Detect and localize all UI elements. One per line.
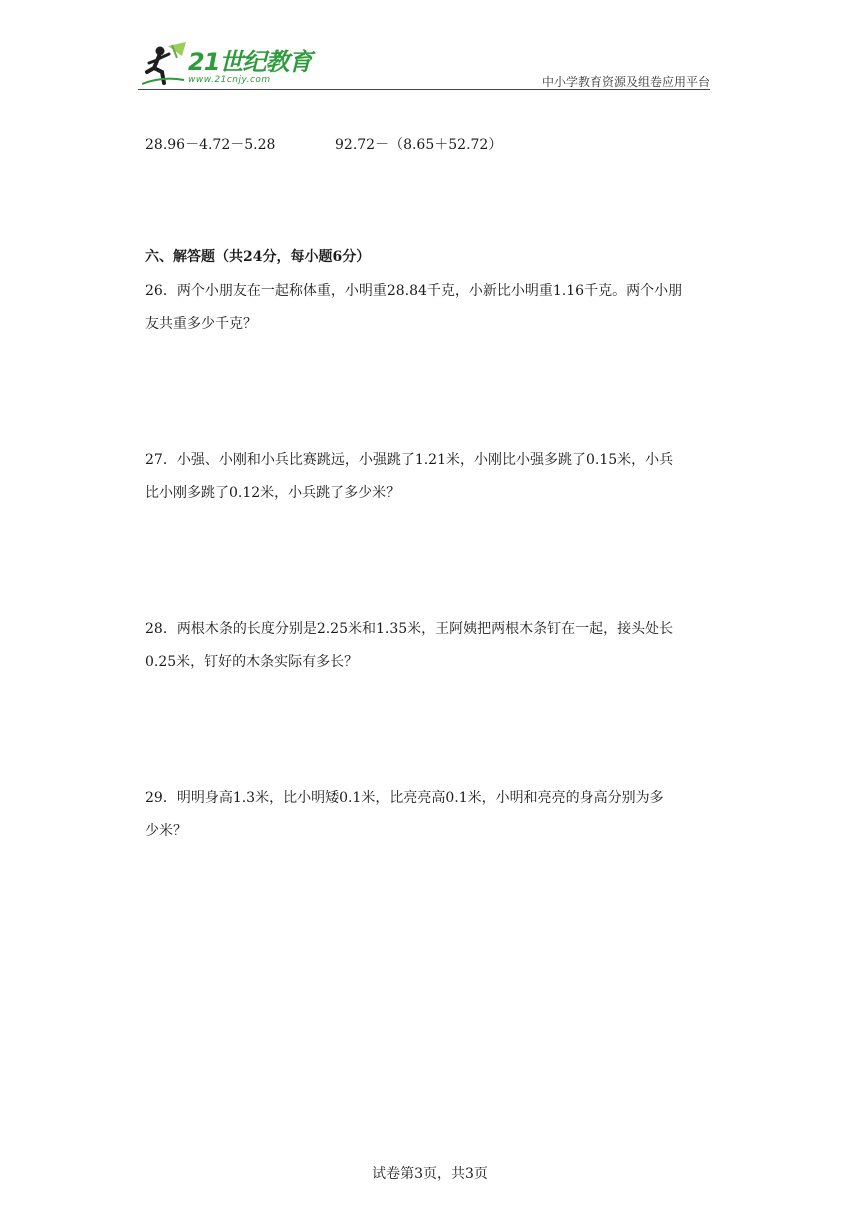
calc-expression-2: 92.72－（8.65＋52.72） [335,137,503,153]
question-29-line-2: 少米？ [145,823,187,839]
logo-text: 21世纪教育 [188,48,312,76]
question-27-line-2: 比小刚多跳了0.12米，小兵跳了多少米？ [145,485,401,501]
question-26-line-2: 友共重多少千克？ [145,316,257,332]
question-29-line-1: 29．明明身高1.3米，比小明矮0.1米，比亮亮高0.1米，小明和亮亮的身高分别为多 [145,790,664,806]
question-28-line-1: 28．两根木条的长度分别是2.25米和1.35米，王阿姨把两根木条钉在一起，接头处长 [145,621,674,637]
platform-name: 中小学教育资源及组卷应用平台 [541,75,710,89]
section-title: 六、解答题（共24分，每小题6分） [145,249,371,265]
calc-expression-1: 28.96－4.72－5.28 [145,137,276,153]
page-header [138,40,710,92]
running-figure-logo-icon [142,42,188,86]
logo-url: www.21cnjy.com [188,75,271,85]
page-footer: 试卷第3页，共3页 [372,1166,488,1182]
question-27-line-1: 27．小强、小刚和小兵比赛跳远，小强跳了1.21米，小刚比小强多跳了0.15米，小兵 [145,452,674,468]
header-divider [138,89,710,90]
question-26-line-1: 26．两个小朋友在一起称体重，小明重28.84千克，小新比小明重1.16千克。两个小朋 [145,283,683,299]
question-28-line-2: 0.25米，钉好的木条实际有多长？ [145,654,359,670]
